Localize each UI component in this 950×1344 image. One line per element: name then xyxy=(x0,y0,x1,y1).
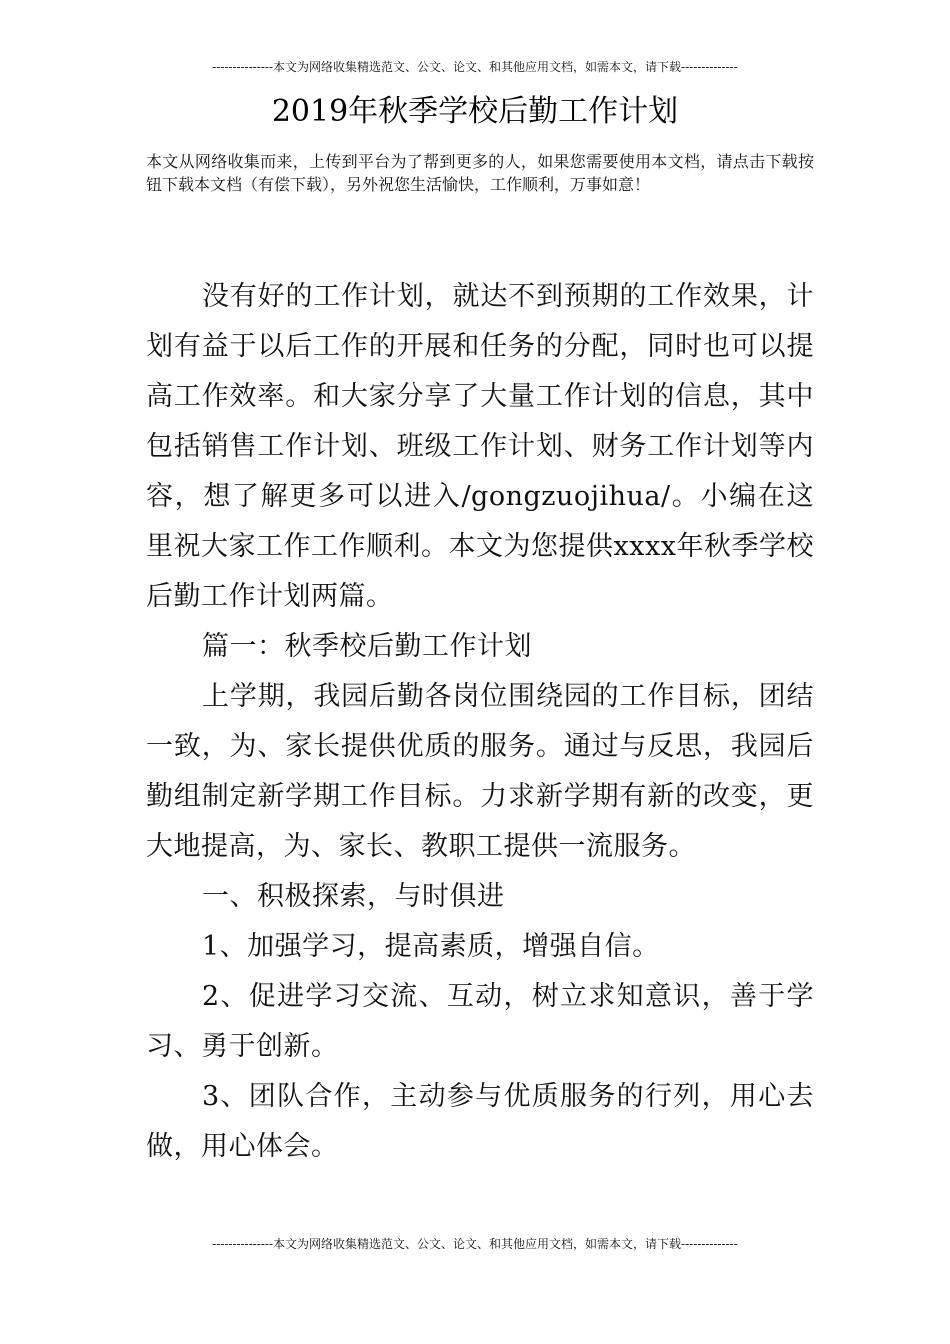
subsection-heading: 一、积极探索，与时俱进 xyxy=(202,881,505,912)
header-banner: ---------------本文为网络收集精选范文、公文、论文、和其他应用文档，如需本文，请下载-------------- xyxy=(212,60,738,74)
section-heading: 篇一：秋季校后勤工作计划 xyxy=(202,631,532,662)
footer-banner: ---------------本文为网络收集精选范文、公文、论文、和其他应用文档，如需本文，请下载-------------- xyxy=(212,1237,738,1251)
paragraph-intro: 没有好的工作计划，就达不到预期的工作效果，计划有益于以后工作的开展和任务的分配，同时也可以提高工作效率。和大家分享了大量工作计划的信息，其中包括销售工作计划、班级工作计划、财务工作计划等内容，想了解更多可以进入/gongzuojihua/。小编在这里祝大家工作工作顺利。本文为您提供xxxx年秋季学校后勤工作计划两篇。 xyxy=(146,281,814,612)
paragraph-overview: 上学期，我园后勤各岗位围绕园的工作目标，团结一致，为、家长提供优质的服务。通过与反思，我园后勤组制定新学期工作目标。力求新学期有新的改变，更大地提高，为、家长、教职工提供一流服务。 xyxy=(146,681,814,862)
document-title: 2019年秋季学校后勤工作计划 xyxy=(271,94,679,129)
list-item: 2、促进学习交流、互动，树立求知意识，善于学习、勇于创新。 xyxy=(146,981,814,1062)
intro-note: 本文从网络收集而来，上传到平台为了帮到更多的人，如果您需要使用本文档，请点击下载按钮下载本文档（有偿下载），另外祝您生活愉快，工作顺利，万事如意！ xyxy=(146,152,814,194)
list-item: 1、加强学习，提高素质，增强自信。 xyxy=(202,931,660,962)
document-body xyxy=(146,272,814,1172)
list-item: 3、团队合作，主动参与优质服务的行列，用心去做，用心体会。 xyxy=(146,1081,814,1162)
